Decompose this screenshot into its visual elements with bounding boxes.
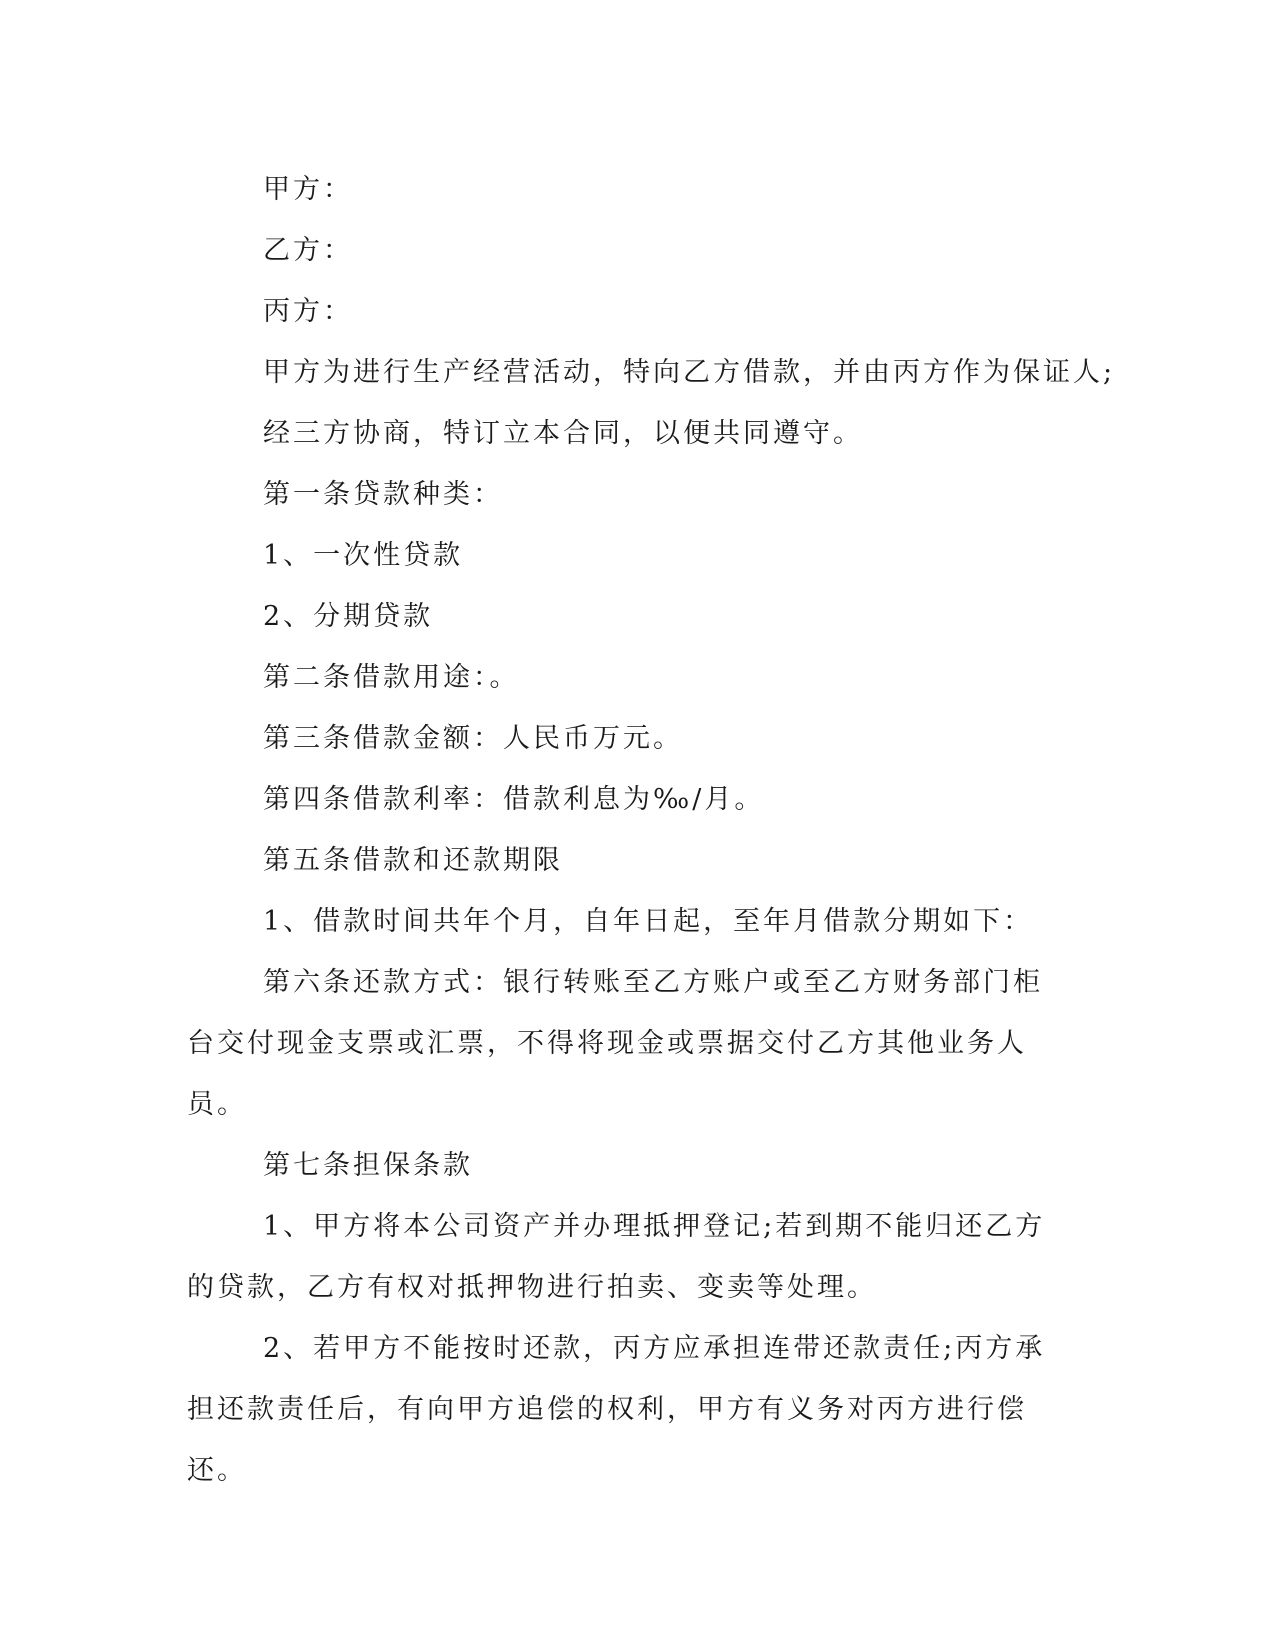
party-c-line: 丙方： [263,296,353,327]
agreement-paragraph: 经三方协商，特订立本合同，以便共同遵守。 [263,418,863,449]
party-a-line: 甲方： [263,174,353,205]
article-3: 第三条借款金额：人民币万元。 [263,723,683,754]
article-4: 第四条借款利率：借款利息为‰/月。 [263,784,765,815]
purpose-paragraph: 甲方为进行生产经营活动，特向乙方借款，并由丙方作为保证人; [263,357,1116,388]
article-1-heading: 第一条贷款种类： [263,479,503,510]
article-2: 第二条借款用途：。 [263,662,520,693]
article-1-item-2: 2、分期贷款 [263,601,434,632]
article-7-item-2: 2、若甲方不能按时还款，丙方应承担连带还款责任;丙方承担还款责任后，有向甲方追偿的权利，甲方有义务对丙方进行偿还。 [187,1333,1046,1486]
article-5-item-1: 1、借款时间共年个月，自年日起，至年月借款分期如下： [263,906,1034,937]
article-1-item-1: 1、一次性贷款 [263,540,464,571]
article-7-item-1: 1、甲方将本公司资产并办理抵押登记;若到期不能归还乙方的贷款，乙方有权对抵押物进行拍卖、变卖等处理。 [187,1211,1046,1303]
article-7-heading: 第七条担保条款 [263,1150,473,1181]
document-body [187,159,1116,1501]
article-6: 第六条还款方式：银行转账至乙方账户或至乙方财务部门柜台交付现金支票或汇票，不得将现金或票据交付乙方其他业务人员。 [187,967,1043,1120]
party-b-line: 乙方： [263,235,353,266]
article-5-heading: 第五条借款和还款期限 [263,845,563,876]
